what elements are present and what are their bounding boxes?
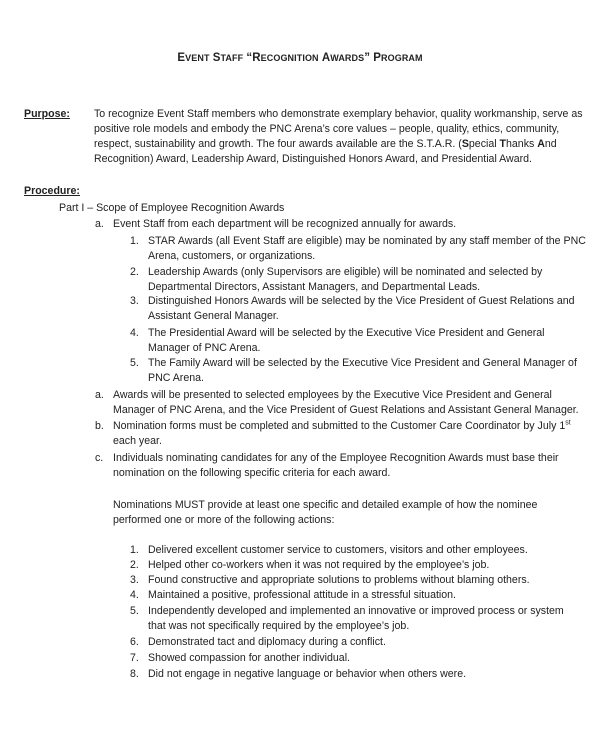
list-item: Event Staff from each department will be recognized annually for awards. <box>113 218 457 230</box>
list-item: Showed compassion for another individual. <box>148 652 350 664</box>
document-title: EVENT STAFF “RECOGNITION AWARDS” PROGRAM <box>177 52 423 64</box>
list-marker: 2. <box>130 559 139 571</box>
list-marker: 1. <box>130 544 139 556</box>
part1-heading: Part I – Scope of Employee Recognition Awards <box>59 202 285 214</box>
purpose-line-1: To recognize Event Staff members who demonstrate exemplary behavior, quality workmanship, serve as <box>94 108 583 120</box>
list-item: Arena, customers, or organizations. <box>148 250 316 262</box>
list-item: The Presidential Award will be selected by the Executive Vice President and General <box>148 327 545 339</box>
list-marker: 4. <box>130 589 139 601</box>
list-item: Found constructive and appropriate solutions to problems without blaming others. <box>148 574 530 586</box>
list-item: PNC Arena. <box>148 372 204 384</box>
list-marker: a. <box>95 389 104 401</box>
list-item: Helped other co-workers when it was not required by the employee’s job. <box>148 559 490 571</box>
purpose-line-3: respect, sustainability and growth. The four awards available are the S.T.A.R. (Special Thanks And <box>94 138 557 150</box>
list-marker: 5. <box>130 605 139 617</box>
list-item: Manager of PNC Arena, and the Vice President of Guest Relations and Assistant General Manager. <box>113 404 579 416</box>
nominations-text: Nominations MUST provide at least one specific and detailed example of how the nominee <box>113 499 538 511</box>
list-marker: a. <box>95 218 104 230</box>
list-item: Departmental Directors, Assistant Managers, and Departmental Leads. <box>148 281 481 293</box>
list-marker: 7. <box>130 652 139 664</box>
list-item: Did not engage in negative language or behavior when others were. <box>148 668 467 680</box>
list-marker: 1. <box>130 235 139 247</box>
list-marker: 5. <box>130 357 139 369</box>
procedure-label: Procedure: <box>24 185 80 197</box>
list-marker: 6. <box>130 636 139 648</box>
list-item: Awards will be presented to selected employees by the Executive Vice President and General <box>113 389 552 401</box>
list-item: Assistant General Manager. <box>148 310 279 322</box>
list-item: Distinguished Honors Awards will be selected by the Vice President of Guest Relations and <box>148 295 575 307</box>
list-item: Nomination forms must be completed and submitted to the Customer Care Coordinator by July 1st <box>113 419 571 432</box>
list-item: Manager of PNC Arena. <box>148 342 261 354</box>
list-item: each year. <box>113 435 162 447</box>
purpose-line-4: Recognition) Award, Leadership Award, Distinguished Honors Award, and Presidential Award. <box>94 153 532 165</box>
list-item: that was not specifically required by the employee’s job. <box>148 620 410 632</box>
purpose-label: Purpose: <box>24 108 70 120</box>
list-item: Independently developed and implemented an innovative or improved process or system <box>148 605 564 617</box>
list-item: Delivered excellent customer service to customers, visitors and other employees. <box>148 544 528 556</box>
list-marker: 8. <box>130 668 139 680</box>
list-marker: 3. <box>130 574 139 586</box>
list-item: The Family Award will be selected by the Executive Vice President and General Manager of <box>148 357 577 369</box>
nominations-text: performed one or more of the following actions: <box>113 514 335 526</box>
list-marker: 2. <box>130 266 139 278</box>
list-item: STAR Awards (all Event Staff are eligible) may be nominated by any staff member of the PNC <box>148 235 586 247</box>
list-item: Leadership Awards (only Supervisors are eligible) will be nominated and selected by <box>148 266 543 278</box>
list-item: Maintained a positive, professional attitude in a stressful situation. <box>148 589 456 601</box>
purpose-line-2: positive role models and embody the PNC Arena’s core values – people, quality, ethics, community, <box>94 123 560 135</box>
list-marker: 3. <box>130 295 139 307</box>
list-marker: c. <box>95 452 104 464</box>
list-marker: b. <box>95 420 104 432</box>
list-item: nomination on the following specific criteria for each award. <box>113 467 391 479</box>
list-item: Individuals nominating candidates for any of the Employee Recognition Awards must base their <box>113 452 559 464</box>
list-marker: 4. <box>130 327 139 339</box>
list-item: Demonstrated tact and diplomacy during a conflict. <box>148 636 386 648</box>
